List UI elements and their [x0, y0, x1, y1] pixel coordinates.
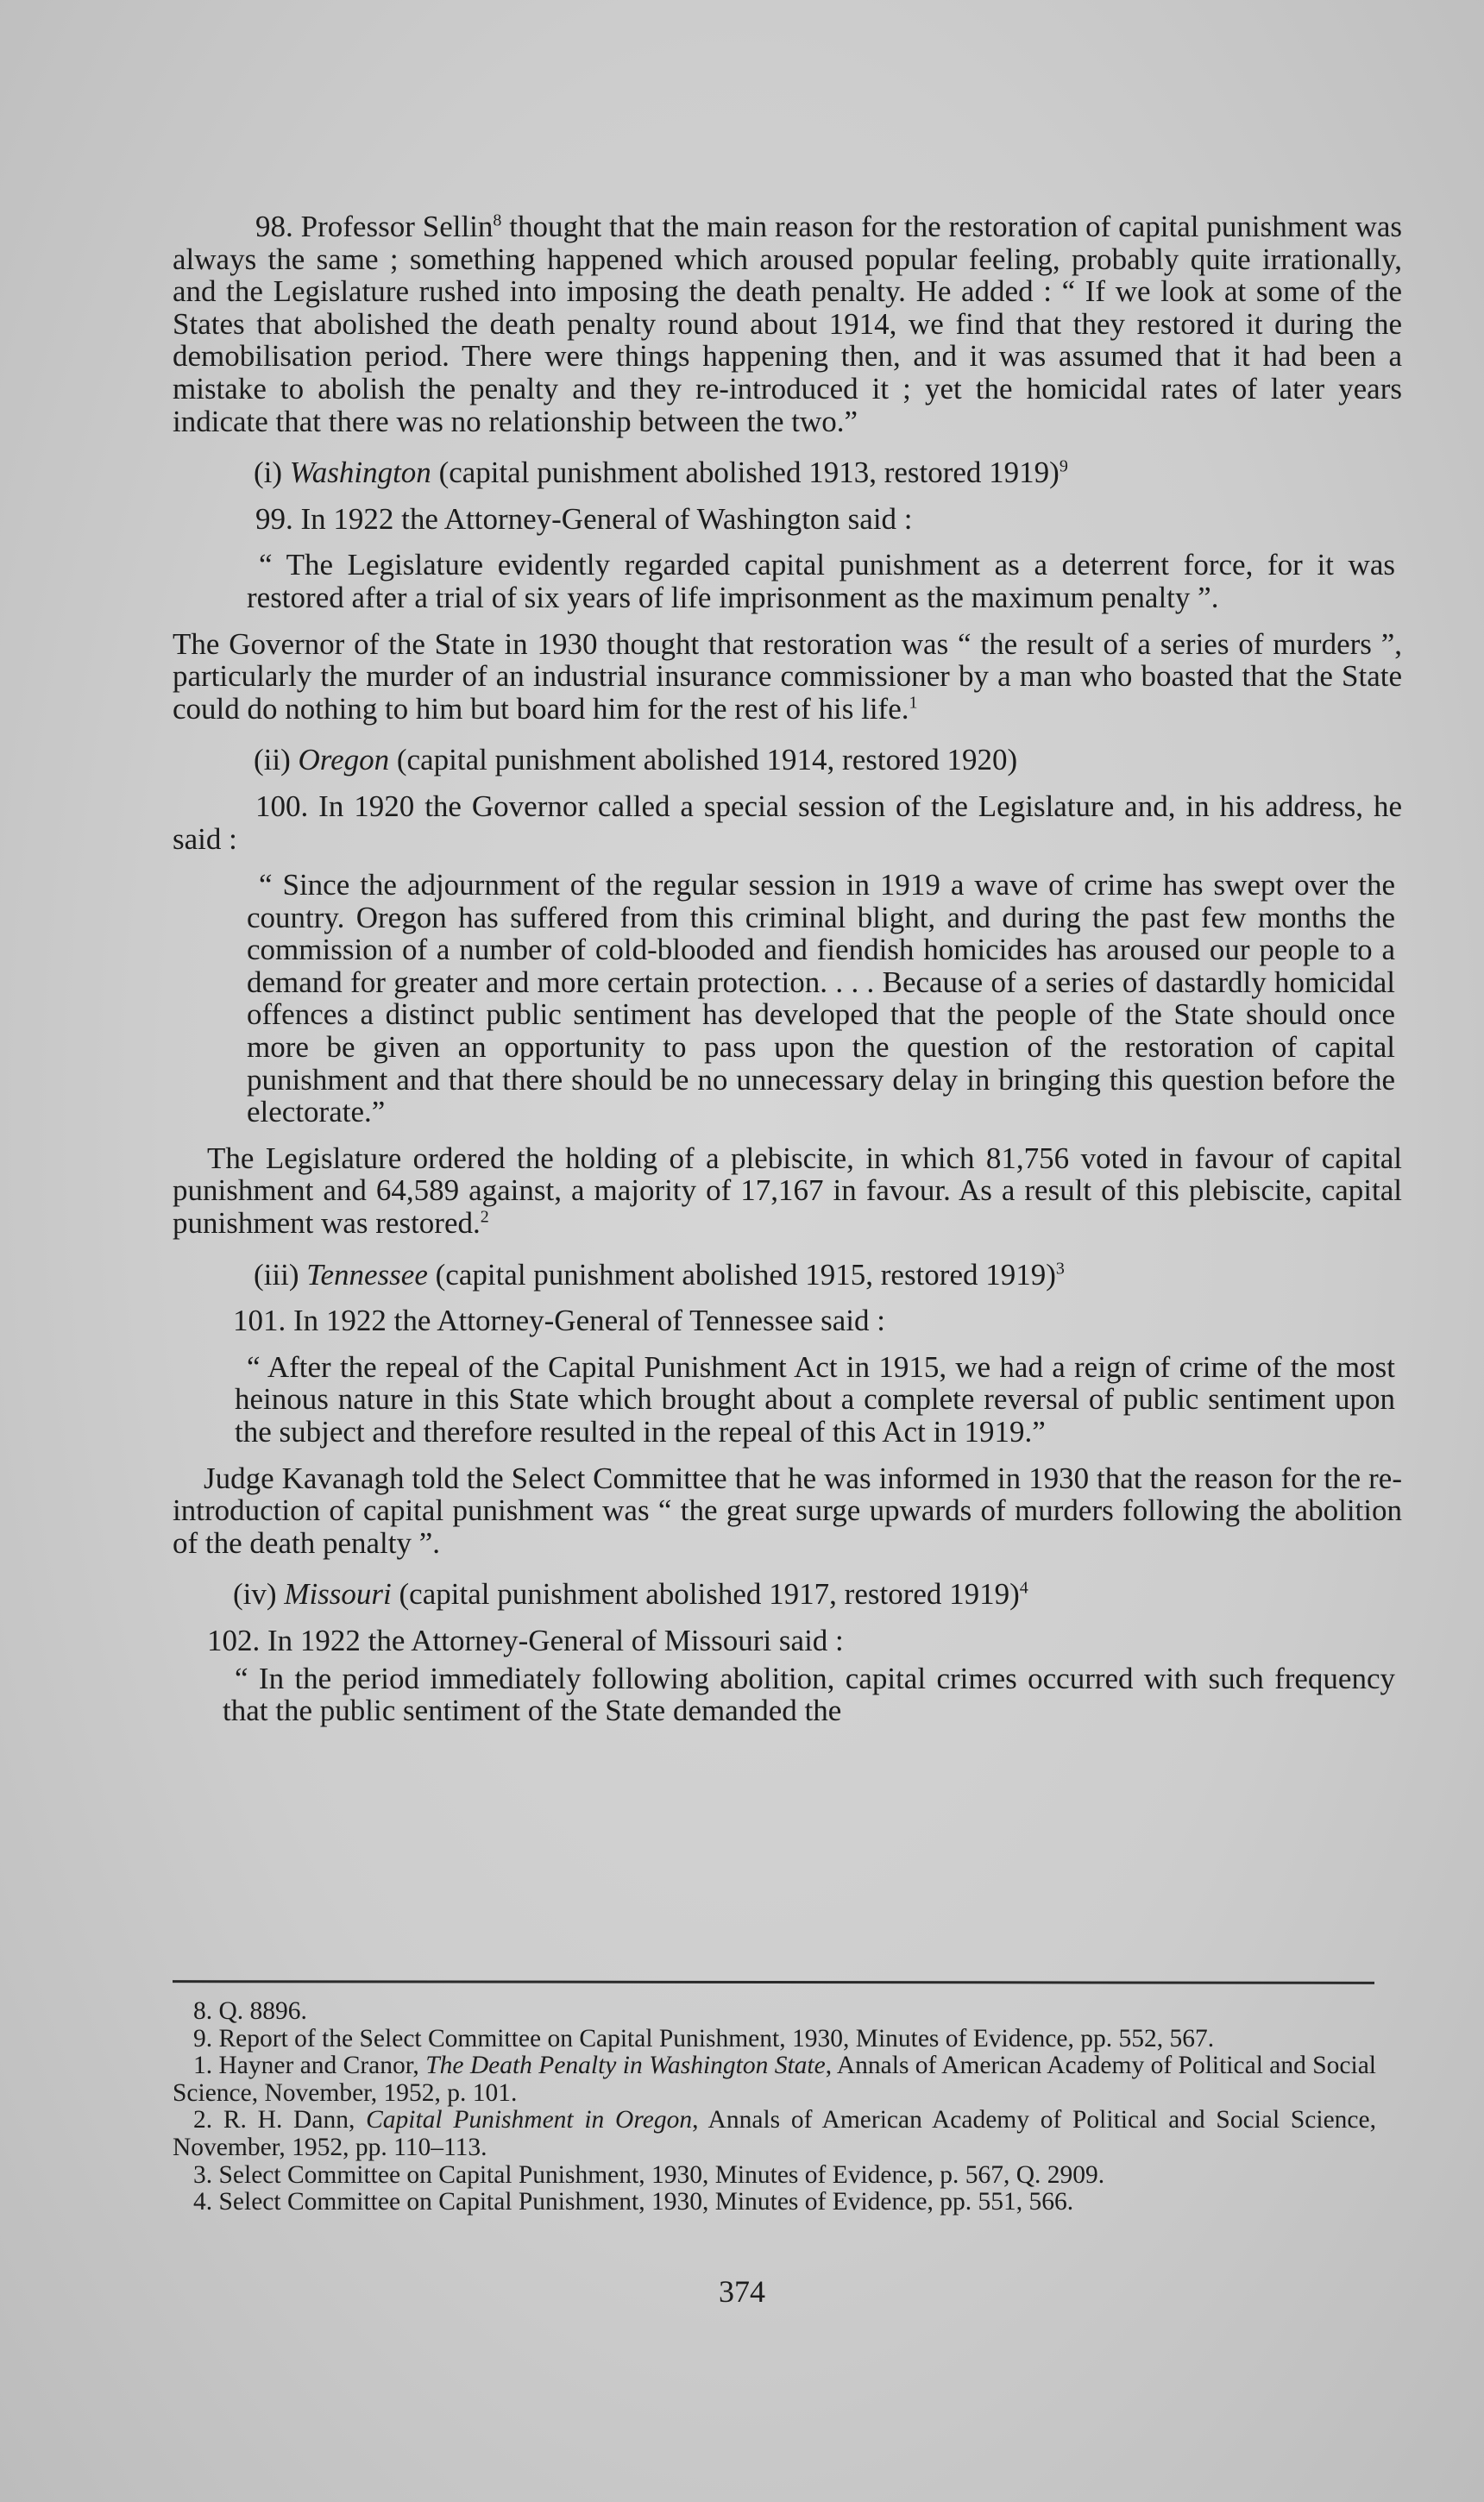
text: 1. Hayner and Cranor, — [193, 2052, 426, 2080]
text: The Governor of the State in 1930 thought that restoration was “ the result of a series of murders ”, particularly the murder of an industrial insurance commissioner by a man who boasted that the State could do nothing to him but board him for the rest of his life. — [173, 626, 1402, 726]
text: (ii) — [254, 743, 299, 777]
paragraph-judge: Judge Kavanagh told the Select Committee that he was informed in 1930 that the reason for the re-introduction of capital punishment was “ the great surge upwards of murders following the abolition of the death penalty ”. — [173, 1461, 1402, 1560]
state-name: Oregon — [298, 743, 390, 777]
paragraph-governor — [173, 628, 1402, 726]
page-number: 374 — [719, 2274, 765, 2309]
footnote-1 — [173, 2053, 1376, 2107]
footnote-4: 4. Select Committee on Capital Punishment, 1930, Minutes of Evidence, pp. 551, 566. — [193, 2188, 1074, 2216]
paragraph-102: 102. In 1922 the Attorney-General of Missouri said : — [207, 1623, 844, 1657]
text: , Annals of American Academy of Political and Social Science, November, 1952, pp. 110–113. — [173, 2106, 1376, 2161]
paragraph-legislature — [173, 1142, 1402, 1240]
footnote-ref: 8 — [493, 211, 502, 230]
text: (capital punishment abolished 1915, restored 1919) — [427, 1257, 1056, 1292]
paragraph-101: 101. In 1922 the Attorney-General of Tennessee said : — [233, 1304, 886, 1338]
footnote-ref: 1 — [909, 693, 918, 713]
text: (capital punishment abolished 1917, restored 1919) — [391, 1577, 1020, 1612]
text: (iii) — [254, 1257, 307, 1292]
section-heading-missouri — [233, 1578, 1402, 1611]
text: (i) — [254, 456, 290, 490]
footnote-9: 9. Report of the Select Committee on Capital Punishment, 1930, Minutes of Evidence, pp. 552, 567. — [193, 2024, 1215, 2053]
footnote-8: 8. Q. 8896. — [193, 1997, 307, 2025]
text: thought that the main reason for the restoration of capital punishment was always the same ; something happened which aroused popular feeling, probably quite irrationally, and the Legislature rushed into imposing the death penalty. He added : “ If we look at some of the States that abolished the death penalty round about 1914, we find that they restored it during the demobilisation period. There were things happening then, and it was assumed that it had been a mistake to abolish the penalty and they re-introduced it ; yet the homicidal rates of later years indicate that there was no relationship between the two.” — [173, 210, 1402, 438]
footnote-3: 3. Select Committee on Capital Punishment, 1930, Minutes of Evidence, p. 567, Q. 2909. — [193, 2160, 1105, 2189]
state-name: Washington — [289, 456, 431, 490]
body-text — [173, 211, 1402, 1727]
text: (capital punishment abolished 1914, restored 1920) — [389, 743, 1018, 777]
work-title: The Death Penalty in Washington State — [425, 2052, 826, 2080]
quote-101: “ After the repeal of the Capital Punishment Act in 1915, we had a reign of crime of the most heinous nature in this State which brought about a complete reversal of public sentiment upon the subject and therefore resulted in the repeal of this Act in 1919.” — [235, 1349, 1395, 1449]
text: 98. Professor Sellin — [255, 210, 494, 243]
paragraph-100: 100. In 1920 the Governor called a special session of the Legislature and, in his address, he said : — [173, 789, 1402, 856]
paragraph-99: 99. In 1922 the Attorney-General of Washington said : — [255, 501, 913, 536]
text: (iv) — [233, 1577, 285, 1612]
quote-99: “ The Legislature evidently regarded capital punishment as a deterrent force, for it was restored after a trial of six years of life imprisonment as the maximum penalty ”. — [247, 548, 1395, 614]
state-name: Missouri — [284, 1577, 392, 1612]
footnote-divider — [173, 1980, 1374, 1984]
text: , Annals of American Academy of Political and Social Science, November, 1952, p. 101. — [173, 2052, 1376, 2107]
section-heading-washington — [254, 456, 1402, 489]
work-title: Capital Punishment in Oregon — [366, 2106, 693, 2134]
quote-100: “ Since the adjournment of the regular session in 1919 a wave of crime has swept over the country. Oregon has suffered from this criminal blight, and during the past few months the commission of a number of cold-blooded and fiendish homicides has aroused our people to a demand for greater and more certain protection. . . . Because of a series of dastardly homicidal offences a distinct public sentiment has developed that the people of the State should once more be given an opportunity to pass upon the question of the restoration of capital punishment and that there should be no unnecessary delay in bringing this question before the electorate.” — [247, 868, 1395, 1129]
quote-102: “ In the period immediately following abolition, capital crimes occurred with such frequency that the public sentiment of the State demanded the — [223, 1661, 1395, 1728]
text: 2. R. H. Dann, — [193, 2106, 367, 2134]
footnotes — [173, 1998, 1376, 2216]
section-heading-oregon — [254, 744, 1402, 776]
footnote-2 — [173, 2107, 1376, 2161]
paragraph-98 — [173, 211, 1402, 437]
text: (capital punishment abolished 1913, restored 1919) — [431, 456, 1060, 490]
footnote-ref: 2 — [480, 1207, 489, 1227]
footnote-ref: 9 — [1059, 456, 1068, 476]
section-heading-tennessee — [254, 1259, 1402, 1292]
footnote-ref: 4 — [1019, 1578, 1028, 1598]
state-name: Tennessee — [306, 1257, 428, 1292]
text: The Legislature ordered the holding of a plebiscite, in which 81,756 voted in favour of capital punishment and 64,589 against, a majority of 17,167 in favour. As a result of this plebiscite, capital punishment was restored. — [173, 1141, 1402, 1241]
footnote-ref: 3 — [1055, 1258, 1065, 1278]
